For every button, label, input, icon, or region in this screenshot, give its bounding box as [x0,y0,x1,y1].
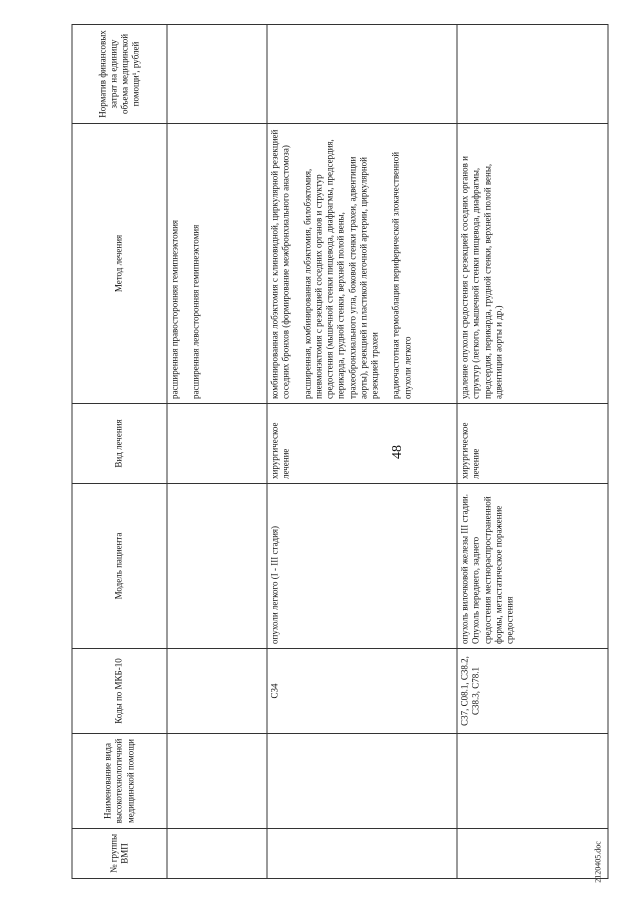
vmp-table [72,24,609,879]
table-row [167,25,267,879]
method-item: расширенная правосторонняя гемипнеэктомия [169,219,180,399]
patient-model-cell [167,484,267,649]
treatment-type-cell: хирургическое лечение [457,404,608,484]
patient-model-cell: опухоль вилочковой железы III стадии. Опухоль переднего, заднего средостения местнораспространенной формы, метастатическое поражение средостения [457,484,608,649]
icd-codes-cell [167,649,267,734]
table-row [457,25,608,879]
header-group-number: № группы ВМП [72,829,167,879]
icd-codes-cell: C34 [267,649,457,734]
vmp-type-cell [267,734,457,829]
method-item: радиочастотная термоаблация периферической злокачественной опухоли легкого [390,151,412,399]
rotated-page [72,25,609,879]
cost-norm-cell [167,25,267,124]
group-number-cell [267,829,457,879]
method-item: расширенная, комбинированная лобэктомия, билобэктомия, пневмонэктомия с резекцией соседних органов и структур средостения (мышечной стенки пищевода, диафрагмы, предсердия, перикарда, грудной стенки, верхней полой вены, трахеобронхиального угла, боковой стенки трахеи, адвентиции аорты), резекцией и пластикой легочной артерии, циркулярной резекцией трахеи [302,139,380,399]
vmp-type-cell [457,734,608,829]
method-item: комбинированная лобэктомия с клиновидной, циркулярной резекцией соседних бронхов (формирование межбронхиального анастомоза) [269,129,291,399]
table-header-row [72,25,167,879]
vmp-type-cell [167,734,267,829]
icd-codes-cell: C37, C08.1, C38.2, C38.3, C78.1 [457,649,608,734]
header-vmp-type: Наименование вида высокотехнологичной медицинской помощи [72,734,167,829]
page-number: 48 [390,445,405,459]
treatment-type-cell: хирургическое лечение [267,404,457,484]
group-number-cell [167,829,267,879]
document-code: 2120405.doc [593,841,603,883]
cost-norm-cell [267,25,457,124]
header-patient-model: Модель пациента [72,484,167,649]
patient-model-cell: опухоли легкого (I - III стадия) [267,484,457,649]
treatment-method-cell [457,124,608,404]
treatment-type-cell [167,404,267,484]
cost-norm-cell [457,25,608,124]
group-number-cell [457,829,608,879]
header-icd-codes: Коды по МКБ-10 [72,649,167,734]
method-item: расширенная левосторонняя гемипнеэктомия [190,224,201,399]
treatment-method-cell [267,124,457,404]
method-item: удаление опухоли средостения с резекцией соседних органов и структур (легкого, мышечной стенки пищевода, диафрагмы, предсердия, перикарда, грудной стенки, верхней полой вены, адвентиции аорты и др.) [459,156,504,399]
header-treatment-method: Метод лечения [72,124,167,404]
header-cost-norm: Норматив финансовых затрат на единицу объема медицинской помощи¹, рублей [72,25,167,124]
table-row [267,25,457,879]
header-treatment-type: Вид лечения [72,404,167,484]
treatment-method-cell [167,124,267,404]
